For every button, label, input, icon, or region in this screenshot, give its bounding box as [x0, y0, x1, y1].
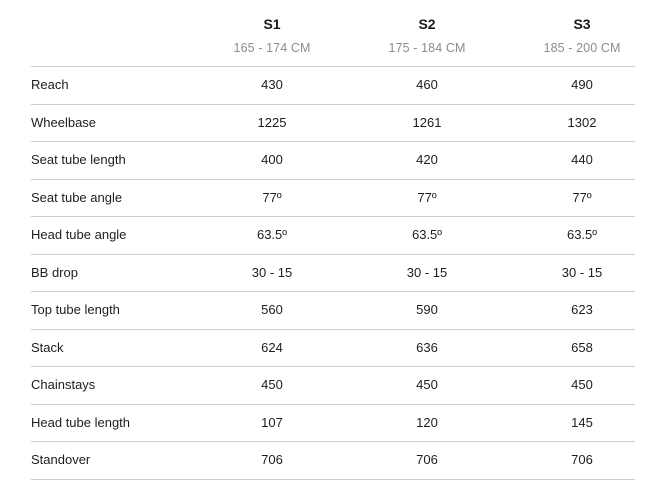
- table-cell-s1: 77º: [262, 189, 282, 205]
- table-row: [31, 330, 635, 368]
- table-cell-s3: 440: [571, 152, 593, 167]
- table-header-row: [31, 0, 635, 67]
- table-cell-s3: 63.5º: [566, 227, 598, 242]
- table-cell-s1: 1225: [257, 114, 287, 130]
- geometry-table: [31, 0, 635, 480]
- table-cell-s2: 590: [416, 302, 438, 317]
- table-cell-s2: 450: [416, 377, 438, 392]
- table-cell-s2: 63.5º: [411, 227, 443, 242]
- row-label: Seat tube length: [31, 152, 126, 167]
- table-cell-s1: 400: [261, 152, 283, 167]
- table-cell-s2: 460: [416, 77, 438, 92]
- row-label: BB drop: [31, 264, 78, 280]
- table-cell-s2: 1261: [412, 114, 442, 130]
- table-cell-s3: 706: [571, 452, 593, 467]
- table-cell-s3: 490: [571, 77, 593, 92]
- size-name: S3: [573, 16, 591, 32]
- row-label: Seat tube angle: [31, 189, 123, 205]
- table-cell-s3: 658: [571, 339, 593, 355]
- table-row: [31, 67, 635, 105]
- table-row: [31, 367, 635, 405]
- table-cell-s1: 63.5º: [256, 227, 288, 242]
- table-row: [31, 405, 635, 443]
- row-label: Reach: [31, 77, 69, 92]
- row-label: Head tube length: [31, 414, 131, 430]
- table-row: [31, 255, 635, 293]
- table-cell-s1: 430: [261, 77, 283, 92]
- table-cell-s1: 450: [261, 377, 283, 392]
- table-cell-s2: 706: [416, 452, 438, 467]
- row-label: Wheelbase: [31, 114, 97, 130]
- table-cell-s1: 107: [261, 414, 283, 430]
- size-name: S2: [418, 16, 436, 32]
- table-cell-s3: 30 - 15: [561, 264, 603, 280]
- table-cell-s3: 77º: [572, 189, 592, 205]
- table-cell-s3: 450: [571, 377, 593, 392]
- row-label: Top tube length: [31, 302, 120, 317]
- table-cell-s3: 1302: [567, 114, 597, 130]
- table-cell-s2: 120: [416, 414, 438, 430]
- table-row: [31, 217, 635, 255]
- table-cell-s3: 623: [571, 302, 593, 317]
- table-cell-s1: 706: [261, 452, 283, 467]
- size-height-range: 165 - 174 CM: [233, 41, 311, 55]
- table-row: [31, 180, 635, 218]
- size-height-range: 185 - 200 CM: [543, 41, 621, 55]
- table-cell-s1: 560: [261, 302, 283, 317]
- table-row: [31, 105, 635, 143]
- row-label: Stack: [31, 339, 64, 355]
- table-cell-s2: 77º: [417, 189, 437, 205]
- table-row: [31, 292, 635, 330]
- row-label: Head tube angle: [31, 227, 127, 242]
- table-cell-s2: 636: [416, 339, 438, 355]
- table-row: [31, 142, 635, 180]
- table-body: [31, 67, 635, 480]
- table-row: [31, 442, 635, 480]
- table-cell-s2: 30 - 15: [406, 264, 448, 280]
- size-name: S1: [263, 16, 281, 32]
- table-cell-s3: 145: [571, 414, 593, 430]
- row-label: Chainstays: [31, 377, 96, 392]
- size-height-range: 175 - 184 CM: [388, 41, 466, 55]
- table-cell-s1: 30 - 15: [251, 264, 293, 280]
- row-label: Standover: [31, 452, 91, 467]
- table-cell-s2: 420: [416, 152, 438, 167]
- table-cell-s1: 624: [261, 339, 283, 355]
